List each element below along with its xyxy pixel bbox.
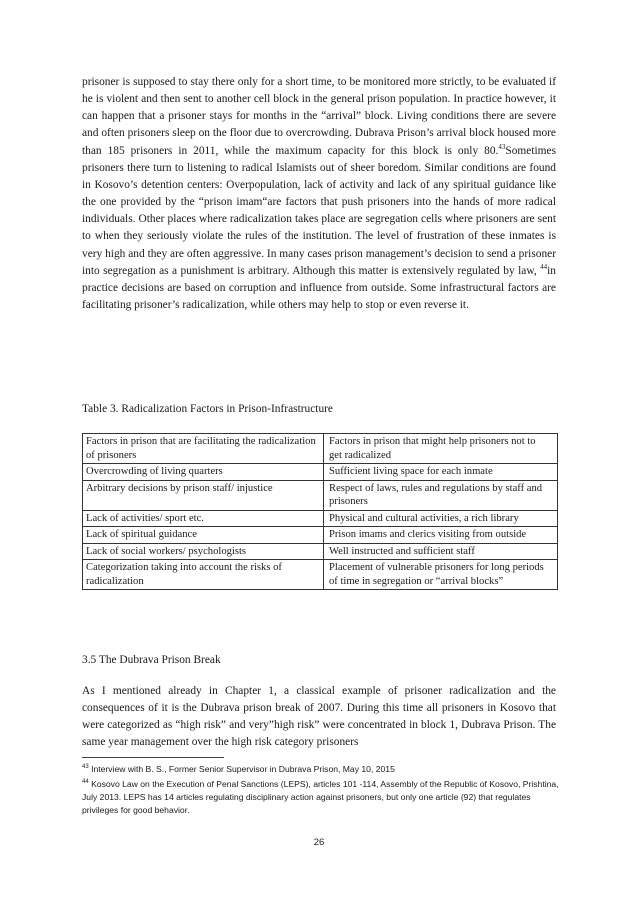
table-header-row bbox=[83, 434, 558, 464]
body-paragraph-2: As I mentioned already in Chapter 1, a classical example of prisoner radicalization and the consequences of it is the Dubrava prison break of 2007. During this time all prisoners in Kosovo that were categorized as “high risk” and very”high risk” were concentrated in block 1, Dubrava Prison. The same year management over the high risk category prisoners bbox=[82, 685, 556, 749]
table-cell: Well instructed and sufficient staff bbox=[324, 543, 558, 560]
footnote-44 bbox=[82, 778, 560, 817]
header-cell-preventing: Factors in prison that might help prisoners not to get radicalized bbox=[324, 434, 558, 464]
table-cell: Arbitrary decisions by prison staff/ injustice bbox=[83, 480, 324, 510]
table-cell: Overcrowding of living quarters bbox=[83, 464, 324, 481]
table-cell: Categorization taking into account the risks of radicalization bbox=[83, 560, 324, 590]
table-row bbox=[83, 543, 558, 560]
table-caption: Table 3. Radicalization Factors in Prison-Infrastructure bbox=[82, 403, 333, 415]
paragraph-1-part-3: in practice decisions are based on corruption and influence from outside. Some infrastructural factors are facilitating prisoner’s radicalization, while others may help to stop or even reverse it. bbox=[82, 264, 556, 312]
table-cell: Lack of activities/ sport etc. bbox=[83, 510, 324, 527]
table-cell: Lack of spiritual guidance bbox=[83, 527, 324, 544]
paragraph-1-part-1: prisoner is supposed to stay there only for a short time, to be monitored more strictly, to be evaluated if he is violent and then sent to another cell block in the general prison population. In practice however, it can happen that a prisoner stays for months in the “arrival” block. Living conditions there are severe and often prisoners sleep on the floor due to overcrowding. Dubrava Prison’s arrival block housed more than 185 prisoners in 2011, while the maximum capacity for this block is only 80. bbox=[82, 76, 556, 157]
table-cell: Sufficient living space for each inmate bbox=[324, 464, 558, 481]
footnote-text: Kosovo Law on the Execution of Penal Sanctions (LEPS), articles 101 -114, Assembly of the Republic of Kosovo, Prishtina, July 2013. LEPS has 14 articles regulating disciplinary action against prisoners, but only one article (92) that regulates privileges for good behavior. bbox=[82, 779, 559, 815]
footnote-number: 43 bbox=[82, 764, 89, 771]
footnote-number: 44 bbox=[82, 779, 89, 786]
table-cell: Lack of social workers/ psychologists bbox=[83, 543, 324, 560]
footnote-43 bbox=[82, 763, 560, 776]
table-row bbox=[83, 560, 558, 590]
table-cell: Prison imams and clerics visiting from outside bbox=[324, 527, 558, 544]
footnote-text: Interview with B. S., Former Senior Supervisor in Dubrava Prison, May 10, 2015 bbox=[88, 764, 395, 774]
table-row bbox=[83, 510, 558, 527]
table-cell: Physical and cultural activities, a rich library bbox=[324, 510, 558, 527]
page-number: 26 bbox=[313, 837, 325, 848]
footnote-divider bbox=[82, 757, 224, 758]
paragraph-1-part-2: Sometimes prisoners there turn to listening to radical Islamists out of sheer boredom. Similar conditions are found in Kosovo’s detention centers: Overpopulation, lack of activity and lack of any spiritual guidance like the one provided by the “prison imam“are factors that push prisoners into the hands of more radical individuals. Other places where radicalization takes place are segregation cells where prisoners are sent to when they seriously violate the rules of the institution. The level of frustration of these inmates is very high and they are often aggressive. In many cases prison management’s decision to send a prisoner into segregation as a punishment is arbitrary. Although this matter is extensively regulated by law, bbox=[82, 144, 556, 277]
table-row bbox=[83, 480, 558, 510]
header-cell-facilitating: Factors in prison that are facilitating the radicalization of prisoners bbox=[83, 434, 324, 464]
footnote-ref-44[interactable]: 44 bbox=[540, 262, 548, 271]
footnote-ref-43[interactable]: 43 bbox=[498, 142, 506, 151]
table-row bbox=[83, 464, 558, 481]
table-cell: Placement of vulnerable prisoners for long periods of time in segregation or “arrival blocks” bbox=[324, 560, 558, 590]
radicalization-factors-table bbox=[82, 433, 558, 590]
section-heading: 3.5 The Dubrava Prison Break bbox=[82, 654, 221, 666]
table-row bbox=[83, 527, 558, 544]
body-paragraph-1 bbox=[82, 74, 556, 314]
table-cell: Respect of laws, rules and regulations by staff and prisoners bbox=[324, 480, 558, 510]
